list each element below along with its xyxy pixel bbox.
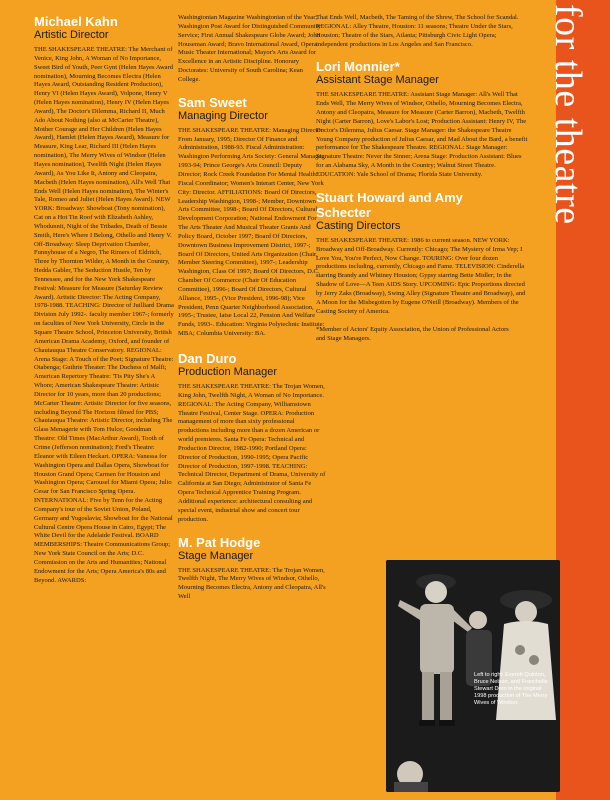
kahn-bio: THE SHAKESPEARE THEATRE: The Merchant of Venice, King John, A Woman of No Importance, Sweet Bird of Youth, Peer Gynt (Helen Hayes Award nomination), Mourning Becomes Electra (Helen Hayes Award, Outstanding Resident Production), Henry VI (Helen Hayes Award), Volpone, Henry V (Helen Hayes nomination), Henry IV (Helen Hayes Award), The Doctor's Dilemma, Richard II, Much Ado About Nothing (also at McCarter Theatre), Mother Courage and Her Children (Helen Hayes Award), Hamlet (Helen Hayes Award), Measure for Measure, King Lear, Richard III (Helen Hayes nomination), The Merry Wives of Windsor (Helen Hayes nomination), Twelfth Night (Helen Hayes Award), As You Like It, Antony and Cleopatra, Macbeth (Helen Hayes nomination), All's Well That Ends Well (Helen Hayes nomination), The Winter's Tale, Romeo and Juliet (Helen Hayes Award). NEW YORK: Broadway: Showboat (Tony nomination), Cat on a Hot Tin Roof with Elizabeth Ashley, Whodunnit, Night of the Tribades, Death of Bessie Smith, Here's Where I Belong, Othello and Henry V. Off-Broadway: Sleep Deprivation Chamber, Funnyhouse of a Negro, The Rimers of Eldritch, Three by Thornton Wilder, A Month in the Country, Hedda Gabler, The Seduction Hustle, Ten by Tennessee, and for the New York Shakespeare Festival: Measure for Measure (Saturday Review Award). Artistic Director: The Acting Company, 1978-1988. TEACHING: Director of Juilliard Drama Division July 1992-. faculty member 1967-; formerly on faculties of New York University, Circle in the Square Theatre School, Princeton University, British American Drama Academy, Oxford, and founder of Chautauqua Theatre Conservatory. REGIONAL: Arena Stage: A Touch of the Poet; Signature Theatre: Otabenga; Guthrie Theater: The Duchess of Malfi; American Repertory Theatre: 'Tis Pity She's A Whore; American Shakespeare Theatre: Artistic Director for 10 years, more than 20 productions; McCarter Theatre: Artistic Director for five seasons, including Beyond The Horizon filmed for PBS; Chautauqua Theatre: Artistic Director, including The Glass Menagerie with Tom Hulce; Goodman Theatre: Old Times (MacArthur Award), Tooth of Crime (Jefferson nomination); Ford's Theatre: Eleanor with Eileen Heckart. OPERA: Vanessa for Washington Opera and Dallas Opera, Showboat for Houston Grand Opera; Carmen for Houston and Washington Opera; Carousel for Miami Opera; Julio Cesar for San Francisco Spring Opera. INTERNATIONAL: Five by Tenn for the Acting Company's tour of the Soviet Union, Poland, Germany and Yugoslavia; Showboat for the National Cultural Centre Opera House in Cairo, Egypt; The White Devil for the Adelaide Festival. BOARD MEMBERSHIPS: Theatre Communications Group; New York State Council on the Arts; D.C. Commission on the Arts and Humanities; National Endowment for the Arts; Opera America's 80s and Beyond. AWARDS:	[34, 46, 174, 584]
hodge-bio-cont: That Ends Well, Macbeth, The Taming of the Shrew, The School for Scandal. REGIONAL: Alley Theatre, Houston: 11 seasons; Theatre Under the Stars, Houston; Theatre of the Stars, Atlanta; Pittsburgh Civic Light Opera; independent productions in Los Angeles and San Francisco.	[316, 14, 519, 48]
hodge-role: Stage Manager	[178, 549, 254, 562]
monnier-role: Assistant Stage Manager	[316, 74, 439, 87]
column-1	[34, 14, 174, 585]
sweet-role: Managing Director	[178, 109, 268, 122]
hodge-bio: THE SHAKESPEARE THEATRE: The Trojan Women, Twelfth Night, The Merry Wives of Windsor, Othello, Mourning Becomes Electra, Antony and Cleopatra, All's Well	[178, 566, 326, 601]
column-3	[316, 14, 530, 344]
howard-name: Stuart Howard and Amy Schecter	[316, 189, 463, 220]
howard-role: Casting Directors	[316, 219, 401, 232]
column-2	[178, 14, 326, 602]
equity-footnote: *Member of Actors' Equity Association, the Union of Professional Actors and Stage Managers.	[316, 326, 509, 343]
sweet-name: Sam Sweet	[178, 94, 247, 110]
monnier-name: Lori Monnier*	[316, 59, 400, 75]
photo-caption: Left to right: Everett Quinton, Bruce Nelson, and Franchelle Stewart Dorn in the original 1998 production of The Merry Wives of Windsor.	[474, 672, 548, 706]
kahn-name: Michael Kahn	[34, 14, 118, 29]
kahn-role: Artistic Director	[34, 29, 109, 41]
duro-bio: THE SHAKESPEARE THEATRE: The Trojan Women, King John, Twelfth Night, A Woman of No Importance. REGIONAL: The Acting Company, Williamstown Theatre Festival, Center Stage. OPERA: Production management of more than sixty professional productions including more than a dozen American or world premieres. Santa Fe Opera: Technical and Production Director, 1982-1990; Portland Opera: Director of Production, 1990-1995; Opera Pacific Director of Production, 1997-1998. TEACHING: Technical Director, Department of Drama, University of California at San Diego; Administrator of Santa Fe Opera Technical Apprentice Training Program. Additional experience: architectural consulting and special event, industrial show and concert tour production.	[178, 383, 326, 523]
side-title: for the theatre	[547, 4, 589, 225]
duro-name: Dan Duro	[178, 351, 237, 366]
monnier-bio: THE SHAKESPEARE THEATRE: Assistant Stage Manager: All's Well That Ends Well, The Merry Wives of Windsor, Othello, Mourning Becomes Electra, Antony and Cleopatra, Measure for Measure (Carter Barron), Macbeth, Twelfth Night (Carter Barron), Love's Labor's Lost; Production Assistant: Henry IV, The Doctor's Dilemma, Julius Caesar. Stage Manager: the Shakespeare Theatre Young Company production of Julius Caesar, and Mad About the Bard, a benefit performance for The Shakespeare Theatre. REGIONAL: Stage Manager: Signature Theatre: Never the Sinner; Arena Stage: Production Assistant: Blues for an Alabama Sky, A Month in the Country; Walnut Street Theatre. EDUCATION: Yale School of Drama; Florida State University.	[316, 91, 528, 178]
duro-role: Production Manager	[178, 366, 278, 378]
sweet-bio: THE SHAKESPEARE THEATRE: Managing Director From January, 1995; Director Of Finance and Administration, 1988-93. Fiscal Administration: Washington Performing Arts Society: General Manager, 1993-94; Prince George's Arts Council: Deputy Director; Rock Creek Foundation For Mental Health: Fiscal Coordinator; Women's Interart Center, New York City: Director. AFFILIATIONS: Board Of Directors, Leadership Washington, 1998-; Member, Downtown Arts Committee, 1998-; Board Of Directors, Cultural Development Corporation; National Endowment For The Arts Theater And Musical Theater Grants And Policy Board, October 1997; Board Of Directors, Downtown Business Improvement District, 1997-; Board Of Directors, United Arts Organization (Chair, Member Steering Committee), 1997-; Leadership Washington, Class Of 1997; Board Of Directors, D.C. Chamber Of Commerce (Chair Of Education Committee), 1996-; Board Of Directors, Cultural Alliance, 1995-, (Vice President, 1996-98); Vice President, Penn Quarter Neighborhood Association, 1995-; Trustee, Iatse Local 22, Pension And Welfare Funds, 1993-. Education: Virginia Polytechnic Institute: MBA; Columbia University: BA.	[178, 126, 325, 338]
kahn-awards: Washingtonian Magazine Washingtonian of the Year; Washington Post Award for Distinguished Community Service; First Annual Shakespeare Globe Award; John Houseman Award; Bravo International Award, Opera Music Theater International; Mayor's Arts Award for Excellence in an Artistic Discipline. Honorary Doctorates: University of South Carolina; Kean College.	[178, 14, 321, 83]
hodge-name: M. Pat Hodge	[178, 534, 261, 550]
howard-bio: THE SHAKESPEARE THEATRE: 1986 to current season. NEW YORK: Broadway and Off-Broadway. Currently: Chicago; The Mystery of Irma Vep; I Love You, You're Perfect, Now Change. TOURING: Over four dozen productions including, currently, Chicago and Fame. TELEVISION: Cinderella starring Brandy and Whitney Houston; Gypsy starring Bette Midler; In the Shadow of Love—A Teen AIDS Story. UPCOMING: Epic Proportions directed by Jerry Zaks (Broadway), Swing Alley (Signature Theatre and Broadway), and A Moon for the Misbegotten by Eugene O'Neill (Broadway). Members of the Casting Society of America.	[316, 236, 526, 315]
